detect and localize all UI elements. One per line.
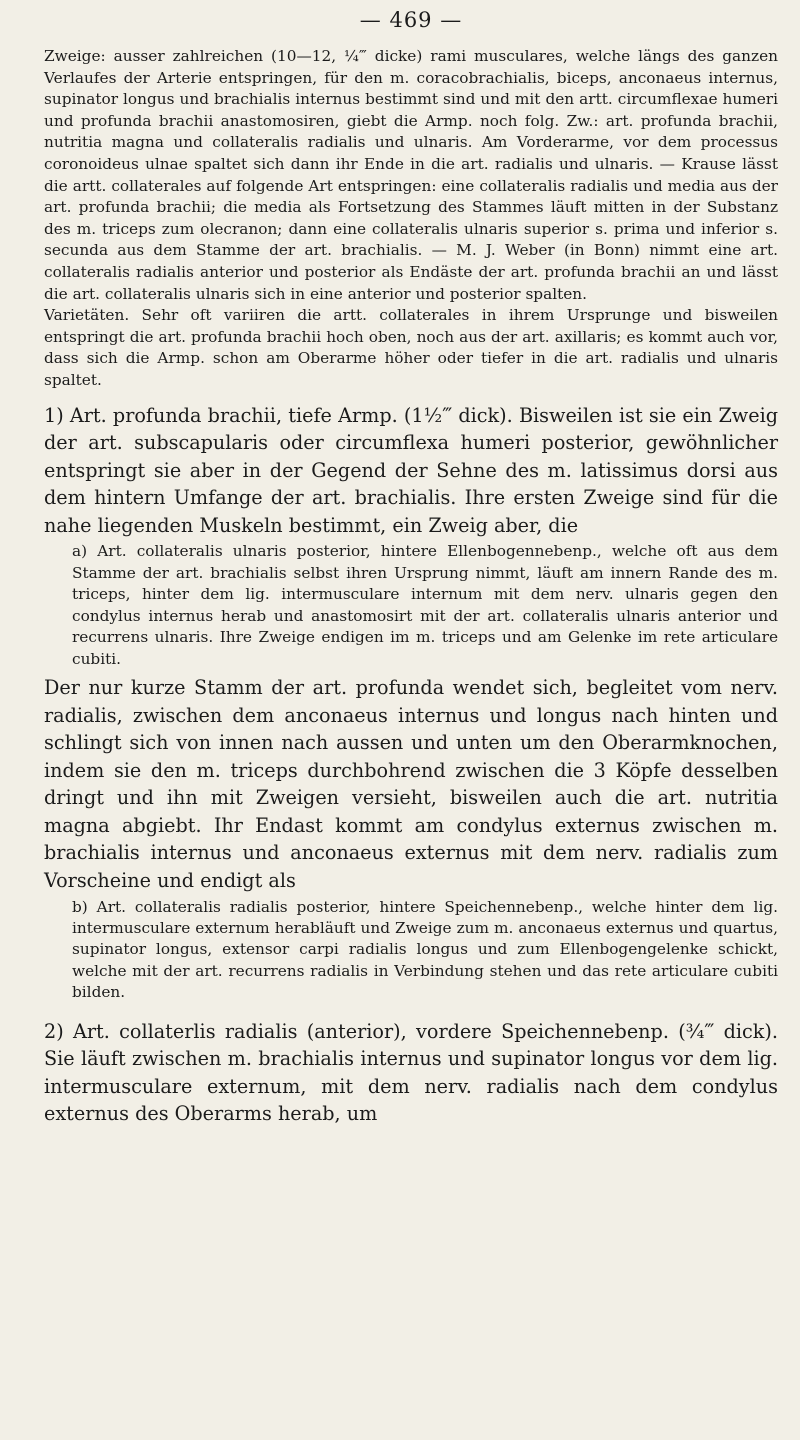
paragraph-varietaeten: Varietäten. Sehr oft variiren die artt. collaterales in ihrem Ursprunge und bisweilen entspringt die art. profunda brachii hoch oben, noch aus der art. axillaris; es kommt auch vor, dass sich die Armp. schon am Oberarme höher oder tiefer in die art. radialis und ulnaris spaltet. (44, 306, 778, 389)
subsection-1b-collateralis-radialis-posterior: b) Art. collateralis radialis posterior, hintere Speichennebenp., welche hinter dem lig. intermusculare externum herabläuft und Zweige zum m. anconaeus externus und quartus, supinator longus, extensor carpi radialis longus und zum Ellenbogengelenke schickt, welche mit der art. recurrens radialis in Verbindung stehen und das rete articulare cubiti bilden. (72, 897, 778, 1002)
subsection-1a-collateralis-ulnaris-posterior: a) Art. collateralis ulnaris posterior, hintere Ellenbogennebenp., welche oft aus dem Stamme der art. brachialis selbst ihren Ursprung nimmt, läuft am innern Rande des m. triceps, hinter dem lig. intermusculare internum mit dem nerv. ulnaris gegen den condylus internus herab und anastomosirt mit der art. collateralis ulnaris anterior und recurrens ulnaris. Ihre Zweige endigen im m. triceps und am Gelenke im rete articulare cubiti. (72, 542, 778, 668)
paragraph-zweige: Zweige: ausser zahlreichen (10—12, ¼‴ dicke) rami musculares, welche längs des ganzen Verlaufes der Arterie entspringen, für den m. coracobrachialis, biceps, anconaeus internus, supinator longus und brachialis internus bestimmt sind und mit den artt. circumflexae humeri und profunda brachii anastomosiren, giebt die Armp. noch folg. Zw.: art. profunda brachii, nutritia magna und collateralis radialis und ulnaris. Am Vorderarme, vor dem processus coronoideus ulnae spaltet sich dann ihr Ende in die art. radialis und ulnaris. — Krause lässt die artt. collaterales auf folgende Art entspringen: eine collateralis radialis und media aus der art. profunda brachii; die media als Fortsetzung des Stammes läuft mitten in der Substanz des m. triceps zum olecranon; dann eine collateralis ulnaris superior s. prima und inferior s. secunda aus dem Stamme der art. brachialis. — M. J. Weber (in Bonn) nimmt eine art. collateralis radialis anterior und posterior als Endäste der art. profunda brachii an und lässt die art. collateralis ulnaris sich in eine anterior und posterior spalten. (44, 47, 778, 303)
paragraph-stamm-profunda: Der nur kurze Stamm der art. profunda wendet sich, begleitet vom nerv. radialis, zwischen dem anconaeus internus und longus nach hinten und schlingt sich von innen nach aussen und unten um den Oberarmknochen, indem sie den m. triceps durchbohrend zwischen die 3 Köpfe desselben dringt und ihn mit Zweigen versieht, bisweilen auch die art. nutritia magna abgiebt. Ihr Endast kommt am condylus externus zwischen m. brachialis internus und anconaeus externus mit dem nerv. radialis zum Vorscheine und endigt als (44, 675, 778, 893)
section-1-profunda-brachii: 1) Art. profunda brachii, tiefe Armp. (1½‴ dick). Bisweilen ist sie ein Zweig der art. subscapularis oder circumflexa humeri posterior, gewöhnlicher entspringt sie aber in der Gegend der Sehne des m. latissimus dorsi aus dem hintern Umfange der art. brachialis. Ihre ersten Zweige sind für die nahe liegenden Muskeln bestimmt, ein Zweig aber, die (44, 403, 778, 537)
section-2-collateralis-radialis-anterior: 2) Art. collaterlis radialis (anterior), vordere Speichennebenp. (¾‴ dick). Sie läuft zwischen m. brachialis internus und supinator longus vor dem lig. intermusculare externum, mit dem nerv. radialis nach dem condylus externus des Oberarms herab, um (44, 1019, 778, 1126)
page-number-header: — 469 — (359, 8, 463, 32)
